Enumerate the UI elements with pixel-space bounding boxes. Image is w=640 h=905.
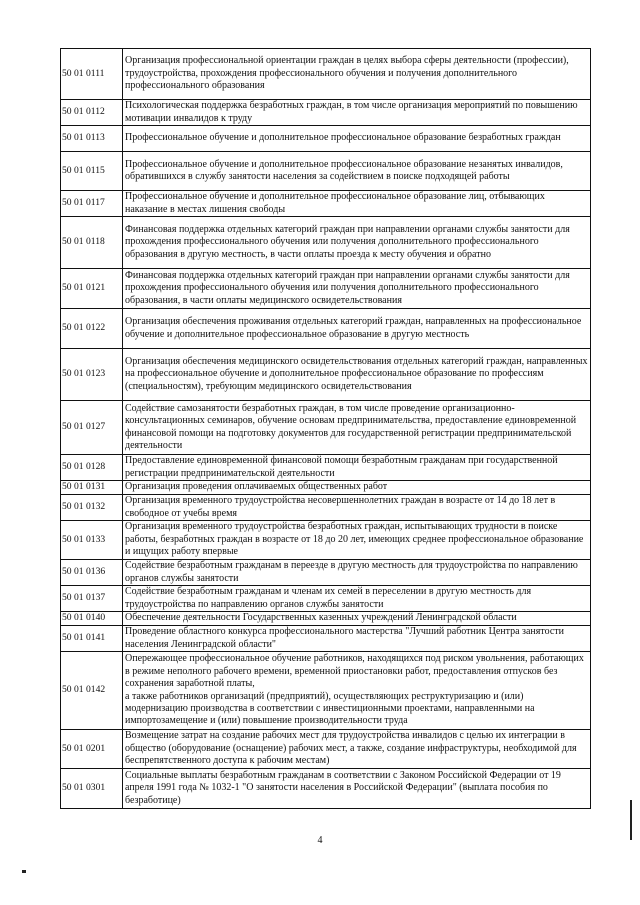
table-row — [61, 495, 591, 521]
row-description: Финансовая поддержка отдельных категорий граждан при направлении органами службы занятости для прохождения профессионального обучения или получения дополнительного профессионального образования в другую местность, в части оплаты проезда к месту обучения и обратно — [123, 217, 591, 269]
table-row — [61, 309, 591, 349]
table-row — [61, 269, 591, 309]
table-row — [61, 481, 591, 495]
budget-codes-page — [60, 48, 591, 809]
table-row — [61, 191, 591, 217]
row-description: Финансовая поддержка отдельных категорий граждан при направлении органами службы занятости для прохождения профессионального обучения или получения дополнительного профессионального образования, в части оплаты медицинского освидетельствования — [123, 269, 591, 309]
row-code: 50 01 0111 — [61, 49, 123, 100]
row-code: 50 01 0122 — [61, 309, 123, 349]
table-row — [61, 455, 591, 481]
row-code: 50 01 0113 — [61, 126, 123, 152]
table-row — [61, 152, 591, 191]
row-description: Обеспечение деятельности Государственных казенных учреждений Ленинградской области — [123, 612, 591, 626]
row-description: Организация временного трудоустройства безработных граждан, испытывающих трудности в поиске работы, безработных граждан в возрасте от 18 до 20 лет, имеющих среднее профессиональное образование и ищущих работу впервые — [123, 521, 591, 560]
table-row — [61, 349, 591, 401]
table-row — [61, 652, 591, 730]
budget-codes-table — [60, 48, 591, 809]
table-row — [61, 100, 591, 126]
row-code: 50 01 0131 — [61, 481, 123, 495]
row-code: 50 01 0141 — [61, 626, 123, 652]
budget-codes-table-body — [61, 49, 591, 809]
row-code: 50 01 0123 — [61, 349, 123, 401]
row-code: 50 01 0301 — [61, 769, 123, 809]
row-description: Содействие самозанятости безработных граждан, в том числе проведение организационно-консультационных семинаров, обучение основам предпринимательства, предоставление единовременной финансовой помощи на подготовку документов для государственной регистрации предпринимательской деятельности — [123, 401, 591, 455]
table-row — [61, 730, 591, 769]
table-row — [61, 586, 591, 612]
row-description: Опережающее профессиональное обучение работников, находящихся под риском увольнения, работающих в режиме неполного рабочего времени, временной приостановки работ, предоставления отпусков без сохранения заработной платы, а также работников организаций (предприятий), осуществляющих реструктуризацию и (или) модернизацию производства в соответствии с инвестиционными проектами, направленными на импортозамещение и (или) повышение производительности труда — [123, 652, 591, 730]
row-code: 50 01 0136 — [61, 560, 123, 586]
table-row — [61, 612, 591, 626]
row-description: Психологическая поддержка безработных граждан, в том числе организация мероприятий по повышению мотивации инвалидов к труду — [123, 100, 591, 126]
row-code: 50 01 0121 — [61, 269, 123, 309]
row-description: Предоставление единовременной финансовой помощи безработным гражданам при государственной регистрации предпринимательской деятельности — [123, 455, 591, 481]
table-row — [61, 49, 591, 100]
row-code: 50 01 0112 — [61, 100, 123, 126]
row-code: 50 01 0118 — [61, 217, 123, 269]
row-description: Организация проведения оплачиваемых общественных работ — [123, 481, 591, 495]
row-code: 50 01 0140 — [61, 612, 123, 626]
scan-edge-mark — [630, 800, 632, 840]
row-description: Содействие безработным гражданам и членам их семей в переселении в другую местность для трудоустройства по направлению органов службы занятости — [123, 586, 591, 612]
row-code: 50 01 0132 — [61, 495, 123, 521]
row-description: Социальные выплаты безработным гражданам в соответствии с Законом Российской Федерации от 19 апреля 1991 года № 1032-1 "О занятости населения в Российской Федерации" (выплата пособия по безработице) — [123, 769, 591, 809]
row-code: 50 01 0137 — [61, 586, 123, 612]
row-description: Профессиональное обучение и дополнительное профессиональное образование лиц, отбывающих наказание в местах лишения свободы — [123, 191, 591, 217]
row-code: 50 01 0128 — [61, 455, 123, 481]
row-description: Организация профессиональной ориентации граждан в целях выбора сферы деятельности (профессии), трудоустройства, прохождения профессионального обучения и получения дополнительного профессионального образования — [123, 49, 591, 100]
row-description: Профессиональное обучение и дополнительное профессиональное образование безработных граждан — [123, 126, 591, 152]
row-code: 50 01 0142 — [61, 652, 123, 730]
row-description: Организация обеспечения медицинского освидетельствования отдельных категорий граждан, направленных на профессиональное обучение и дополнительное профессиональное образование по профессиям (специальностям), требующим медицинского освидетельствования — [123, 349, 591, 401]
row-code: 50 01 0117 — [61, 191, 123, 217]
table-row — [61, 521, 591, 560]
page-number: 4 — [317, 835, 323, 846]
table-row — [61, 126, 591, 152]
row-description: Проведение областного конкурса профессионального мастерства "Лучший работник Центра занятости населения Ленинградской области" — [123, 626, 591, 652]
row-code: 50 01 0127 — [61, 401, 123, 455]
row-description: Профессиональное обучение и дополнительное профессиональное образование незанятых инвалидов, обратившихся в службу занятости населения за содействием в поиске подходящей работы — [123, 152, 591, 191]
row-description: Организация временного трудоустройства несовершеннолетних граждан в возрасте от 14 до 18 лет в свободное от учебы время — [123, 495, 591, 521]
table-row — [61, 626, 591, 652]
row-description: Возмещение затрат на создание рабочих мест для трудоустройства инвалидов с целью их интеграции в общество (оборудование (оснащение) рабочих мест, а также, создание инфраструктуры, необходимой для беспрепятственного доступа к рабочим местам) — [123, 730, 591, 769]
table-row — [61, 401, 591, 455]
scan-edge-mark — [22, 870, 26, 873]
table-row — [61, 217, 591, 269]
row-code: 50 01 0201 — [61, 730, 123, 769]
table-row — [61, 769, 591, 809]
row-code: 50 01 0133 — [61, 521, 123, 560]
row-description: Организация обеспечения проживания отдельных категорий граждан, направленных на профессиональное обучение и дополнительное профессиональное образование в другую местность — [123, 309, 591, 349]
table-row — [61, 560, 591, 586]
row-code: 50 01 0115 — [61, 152, 123, 191]
row-description: Содействие безработным гражданам в переезде в другую местность для трудоустройства по направлению органов службы занятости — [123, 560, 591, 586]
